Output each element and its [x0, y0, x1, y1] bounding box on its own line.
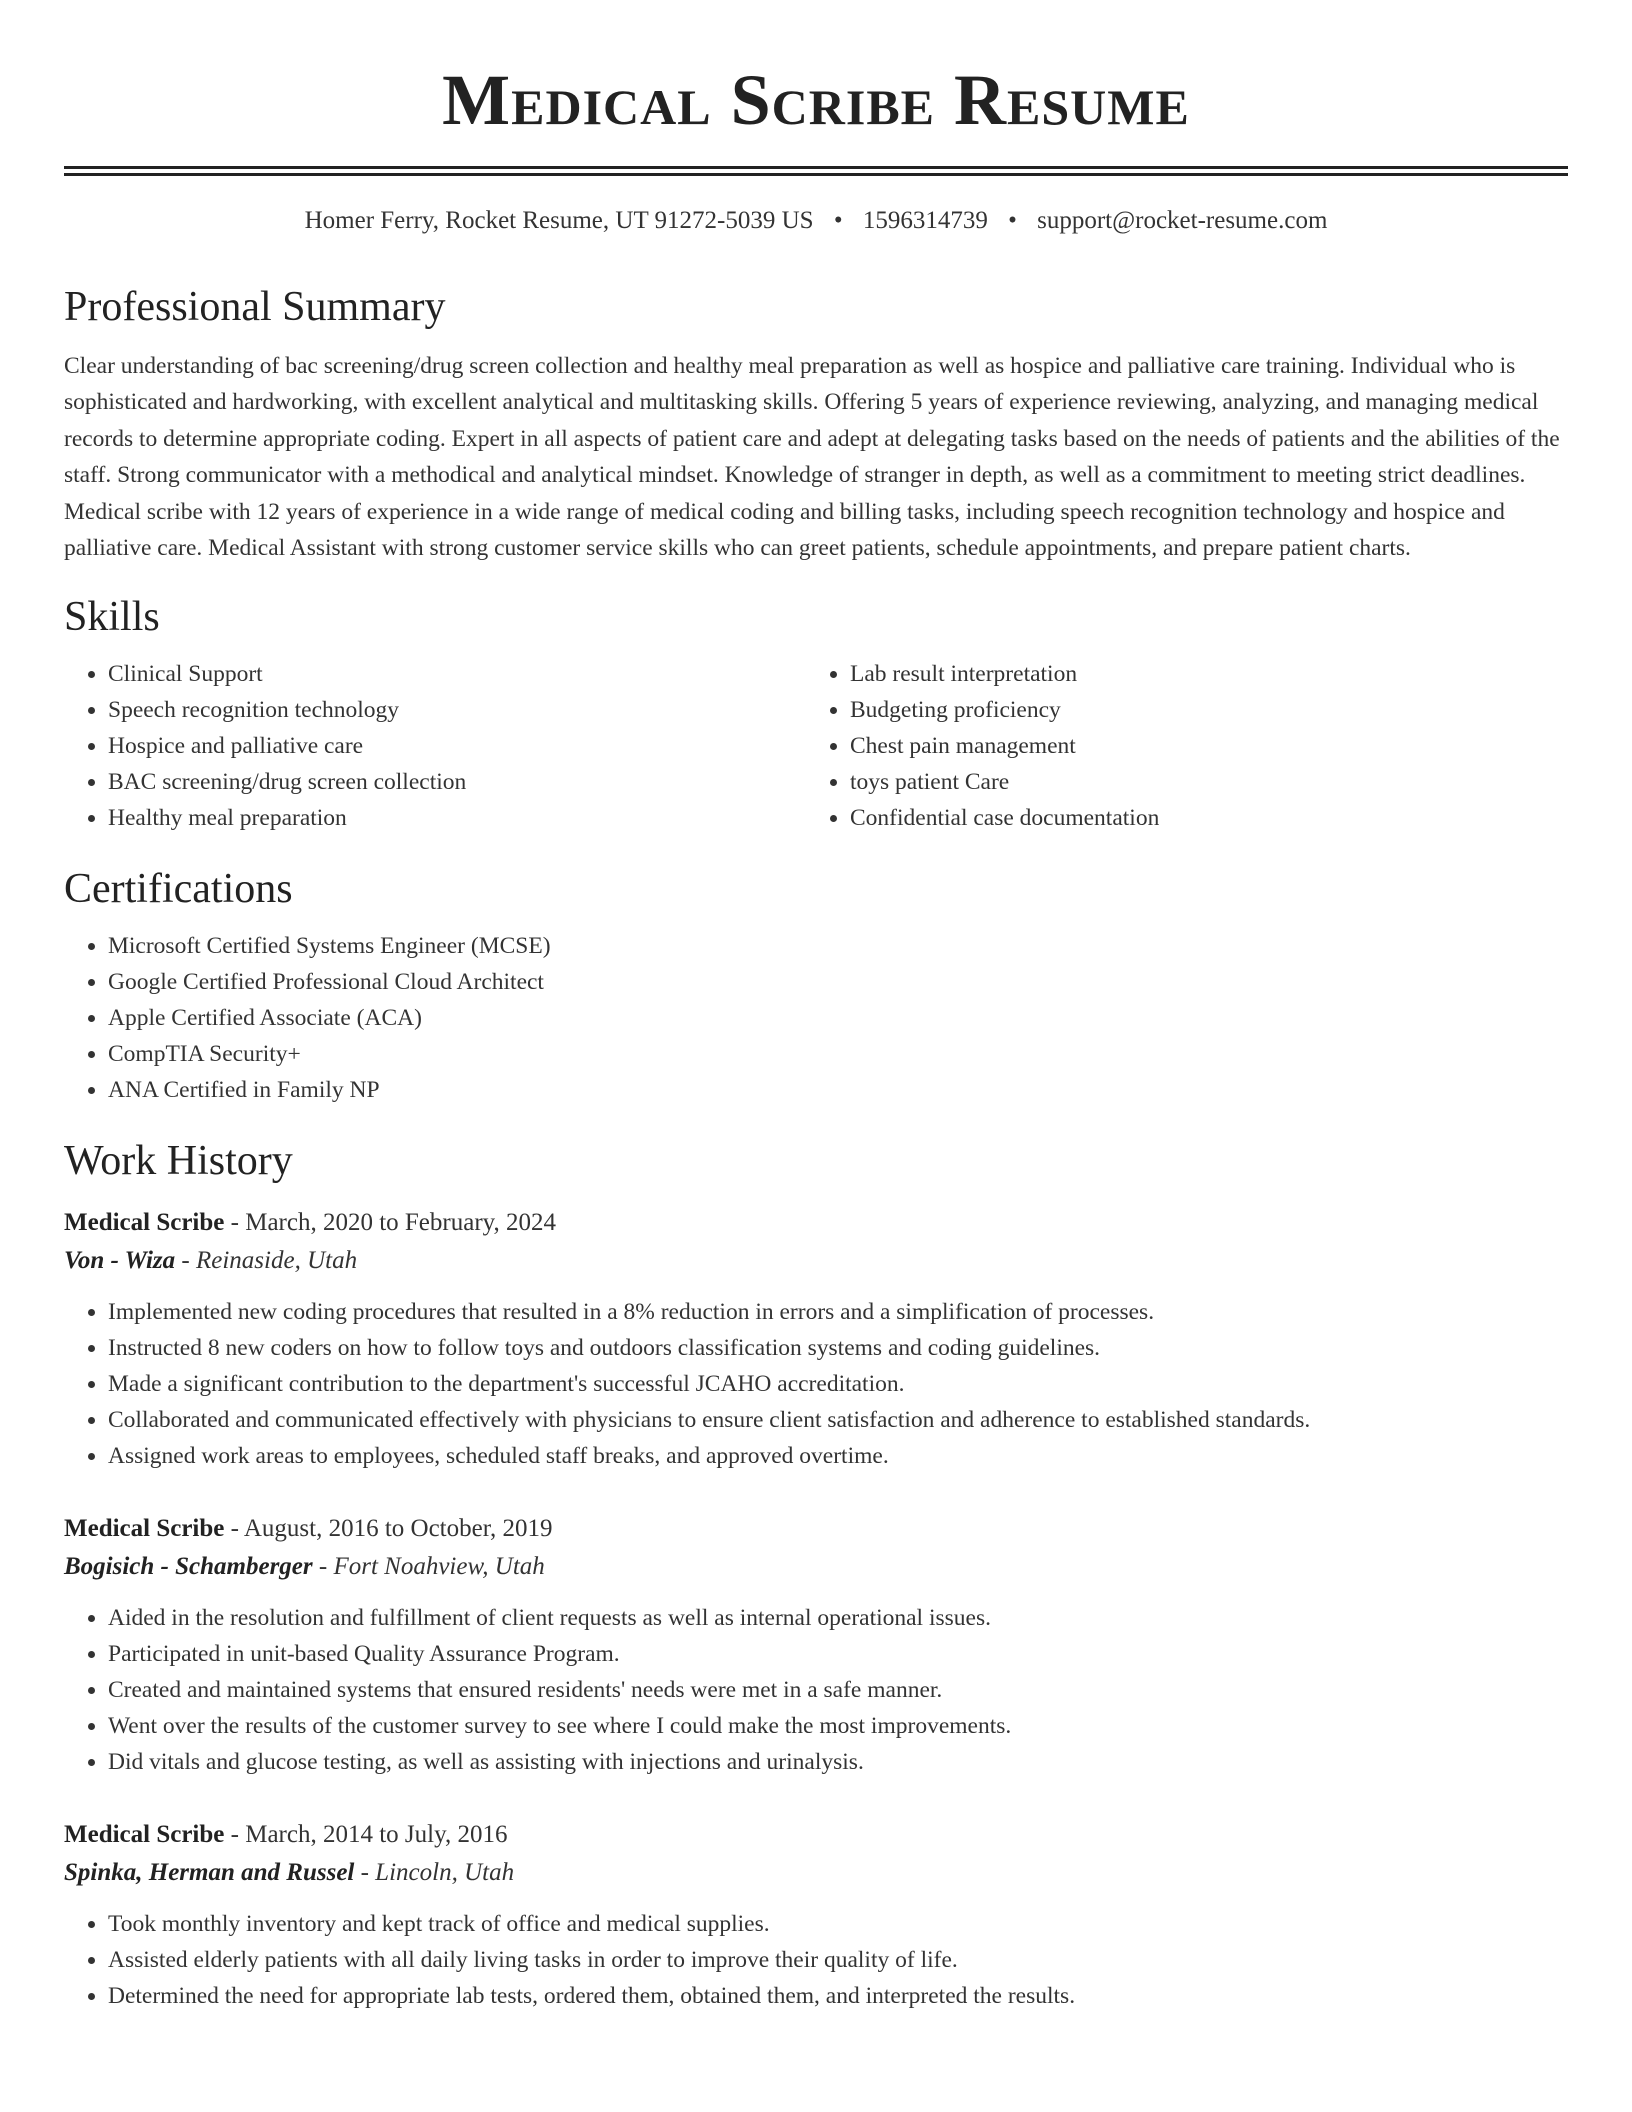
- skills-column-left: [64, 656, 806, 836]
- job-title: Medical Scribe: [64, 1515, 225, 1543]
- skill-item: • Hospice and palliative care: [108, 728, 806, 764]
- job-bullet: • Assigned work areas to employees, scheduled staff breaks, and approved overtime.: [108, 1438, 1568, 1474]
- job-bullet: • Implemented new coding procedures that resulted in a 8% reduction in errors and a simplification of processes.: [108, 1294, 1568, 1330]
- skill-item: • toys patient Care: [850, 764, 1548, 800]
- job-bullet-list: [64, 1600, 1568, 1780]
- job-bullet: • Created and maintained systems that ensured residents' needs were met in a safe manner.: [108, 1672, 1568, 1708]
- title-double-rule: [64, 166, 1568, 176]
- job-bullet: • Assisted elderly patients with all daily living tasks in order to improve their quality of life.: [108, 1942, 1568, 1978]
- skill-item: • Budgeting proficiency: [850, 692, 1548, 728]
- job-title-line: [64, 1510, 1568, 1548]
- summary-text: Clear understanding of bac screening/drug screen collection and healthy meal preparation as well as hospice and palliative care training. Individual who is sophisticated and hardworking, with excellent analytical and multitasking skills. Offering 5 years of experience reviewing, analyzing, and managing medical records to determine appropriate coding. Expert in all aspects of patient care and adept at delegating tasks based on the needs of patients and the abilities of the staff. Strong communicator with a methodical and analytical mindset. Knowledge of stranger in depth, as well as a commitment to meeting strict deadlines. Medical scribe with 12 years of experience in a wide range of medical coding and billing tasks, including speech recognition technology and hospice and palliative care. Medical Assistant with strong customer service skills who can greet patients, schedule appointments, and prepare patient charts.: [64, 353, 1560, 562]
- skills-grid: [64, 656, 1568, 836]
- certification-item: • Google Certified Professional Cloud Architect: [108, 964, 1568, 1000]
- job-title: Medical Scribe: [64, 1209, 225, 1237]
- skills-list-left: [64, 656, 806, 836]
- contact-phone: 1596314739: [862, 207, 988, 234]
- job-dates: - August, 2016 to October, 2019: [224, 1515, 553, 1543]
- company-line: [64, 1548, 1568, 1586]
- skill-item: • Speech recognition technology: [108, 692, 806, 728]
- contact-separator: •: [1008, 207, 1017, 234]
- job-bullet: • Took monthly inventory and kept track of office and medical supplies.: [108, 1906, 1568, 1942]
- certification-item: • Apple Certified Associate (ACA): [108, 1000, 1568, 1036]
- job-bullet: • Determined the need for appropriate lab tests, ordered them, obtained them, and interpreted the results.: [108, 1978, 1568, 2014]
- job-dates: - March, 2014 to July, 2016: [224, 1821, 508, 1849]
- job-entry: [64, 1510, 1568, 1780]
- job-bullet: • Went over the results of the customer survey to see where I could make the most improvements.: [108, 1708, 1568, 1744]
- job-bullet: • Did vitals and glucose testing, as well as assisting with injections and urinalysis.: [108, 1744, 1568, 1780]
- job-dates: - March, 2020 to February, 2024: [224, 1209, 557, 1237]
- skills-column-right: [806, 656, 1548, 836]
- company-name: Bogisich - Schamberger: [64, 1553, 313, 1581]
- company-line: [64, 1242, 1568, 1280]
- certifications-list: [64, 928, 1568, 1108]
- contact-address: Homer Ferry, Rocket Resume, UT 91272-5039 US: [304, 207, 814, 234]
- company-location: - Fort Noahview, Utah: [312, 1553, 545, 1581]
- certification-item: • Microsoft Certified Systems Engineer (MCSE): [108, 928, 1568, 964]
- certifications-heading: Certifications: [64, 866, 293, 913]
- job-bullet: • Made a significant contribution to the department's successful JCAHO accreditation.: [108, 1366, 1568, 1402]
- certification-item: • CompTIA Security+: [108, 1036, 1568, 1072]
- contact-email: support@rocket-resume.com: [1037, 207, 1328, 234]
- job-title-line: [64, 1816, 1568, 1854]
- job-bullet-list: [64, 1906, 1568, 2014]
- contact-separator: •: [833, 207, 843, 234]
- skills-heading: Skills: [64, 594, 160, 641]
- job-bullet: • Instructed 8 new coders on how to follow toys and outdoors classification systems and coding guidelines.: [108, 1330, 1568, 1366]
- job-title: Medical Scribe: [64, 1821, 225, 1849]
- job-bullet: • Participated in unit-based Quality Assurance Program.: [108, 1636, 1568, 1672]
- certification-item: • ANA Certified in Family NP: [108, 1072, 1568, 1108]
- company-location: - Reinaside, Utah: [175, 1247, 358, 1275]
- page-title: Medical Scribe Resume: [442, 60, 1190, 140]
- contact-line: [64, 204, 1568, 238]
- skill-item: • Clinical Support: [108, 656, 806, 692]
- skill-item: • Healthy meal preparation: [108, 800, 806, 836]
- skill-item: • Confidential case documentation: [850, 800, 1548, 836]
- job-bullet: • Aided in the resolution and fulfillment of client requests as well as internal operational issues.: [108, 1600, 1568, 1636]
- company-line: [64, 1854, 1568, 1892]
- resume-page: [64, 0, 1568, 2014]
- company-name: Spinka, Herman and Russel: [64, 1859, 355, 1887]
- work-history-heading: Work History: [64, 1138, 293, 1185]
- skill-item: • BAC screening/drug screen collection: [108, 764, 806, 800]
- job-entry: [64, 1204, 1568, 1474]
- skill-item: • Lab result interpretation: [850, 656, 1548, 692]
- job-bullet: • Collaborated and communicated effectively with physicians to ensure client satisfaction and adherence to established standards.: [108, 1402, 1568, 1438]
- company-location: - Lincoln, Utah: [354, 1859, 515, 1887]
- job-title-line: [64, 1204, 1568, 1242]
- company-name: Von - Wiza: [64, 1247, 176, 1275]
- job-bullet-list: [64, 1294, 1568, 1474]
- skill-item: • Chest pain management: [850, 728, 1548, 764]
- summary-heading: Professional Summary: [64, 284, 446, 330]
- job-entry: [64, 1816, 1568, 2014]
- skills-list-right: [806, 656, 1548, 836]
